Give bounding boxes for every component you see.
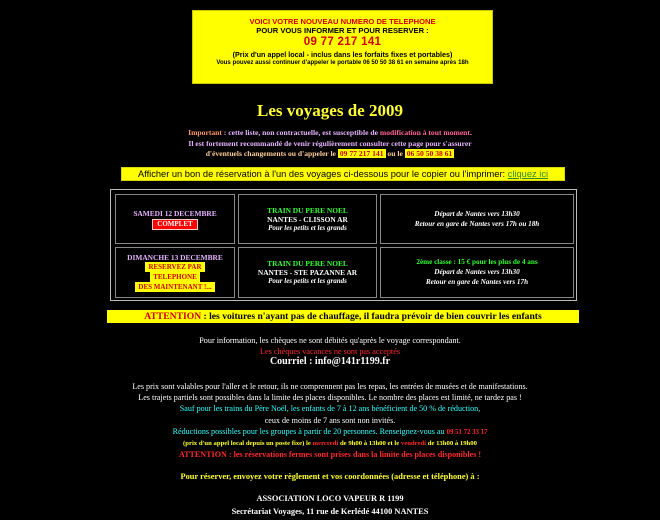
call-hours1: de 9h00 à 13h00 et le [339,440,400,448]
important-notice [0,128,660,160]
trip2-schedule-cell [380,247,574,298]
banner-line5: Vous pouvez aussi continuer d'appeler le portable 06 50 50 38 61 en semaine après 18h [216,59,469,66]
prices-line3: Sauf pour les trains du Père Noël, les enfants de 7 à 12 ans bénéficient de 50 % de réduction, [179,404,481,414]
call-mercredi: mercredi [312,440,339,448]
banner-line2: POUR VOUS INFORMER ET POUR RESERVER : [256,26,429,35]
notice-dot: . [469,128,472,137]
pricing-conditions [0,381,660,460]
trip1-date: SAMEDI 12 DECEMBRE [133,208,217,218]
trip2-audience: Pour les petits et les grands [268,277,347,285]
trip1-route: NANTES - CLISSON AR [267,214,348,224]
call-vendredi: vendredi [400,440,427,448]
heating-warning-label: ATTENTION [144,311,202,322]
trip2-train-cell [238,247,377,298]
trip1-train-cell [238,194,377,244]
important-label: Important [188,128,222,137]
trip2-status-line1: RESERVEZ PAR [145,262,204,272]
trip2-train-title: TRAIN DU PERE NOEL [267,259,348,268]
phone-banner [192,10,493,84]
cheque-vacances-info: Les chèques vacances ne sont pas acceptés [259,346,401,356]
reserve-instructions: Pour réserver, envoyez votre règlement et vos coordonnées (adresse et téléphone) à : [180,472,480,481]
payment-info [0,336,660,368]
trip2-status-line2: TELEPHONE [150,272,200,282]
notice-modif: modification à tout moment [379,128,470,137]
trip2-date: DIMANCHE 13 DECEMBRE [127,253,223,262]
notice-phone1: 09 77 217 141 [339,149,384,158]
print-voucher-bar [121,167,565,181]
prices-line2: Les trajets partiels sont possibles dans la limite des places disponibles. Le nombre des places est limité, ne tardez pas ! [138,393,522,403]
trip1-audience: Pour les petits et les grands [268,223,347,232]
association-name: ASSOCIATION LOCO VAPEUR R 1199 [256,494,404,503]
notice-line2: Il est fortement recommandé de venir régulièrement consulter cette page pour s'assurer [188,138,472,148]
contact-email: Courriel : info@141r1199.fr [269,356,391,367]
print-voucher-text: Afficher un bon de réservation à l'un des voyages ci-dessous pour le copier ou l'imprimer: [137,169,506,179]
call-cost-text: (prix d'un appel local depuis un poste fixe) le [183,440,311,448]
prices-line1: Les prix sont valables pour l'aller et le retour, ils ne comprennent pas les repas, les entrées de musées et de manifestations. [132,382,528,391]
trip2-price: 2ème classe : 15 € pour les plus de 4 ans [416,258,538,266]
trip2-retour: Retour en gare de Nantes vers 17h [425,278,529,286]
association-street: Secrétariat Voyages, 11 rue de Kerlédé 44100 NANTES [231,506,429,516]
heating-warning [107,310,579,323]
notice-phone2: 06 50 50 38 61 [406,149,453,158]
notice-ou: ou le [387,149,403,158]
banner-line4: (Prix d'un appel local - inclus dans les forfaits fixes et portables) [232,50,453,59]
trip1-status-badge: COMPLET [152,219,197,230]
group-phone: 09 51 72 33 17 [446,428,488,436]
trip1-schedule-cell [380,194,574,244]
group-discount-text: Réductions possibles pour les groupes à partir de 20 personnes. Renseignez-vous au [172,426,445,436]
reservation-warning-label: ATTENTION [178,450,227,460]
trip2-depart: Départ de Nantes vers 13h30 [434,268,520,276]
notice-line3: d'éventuels changements ou d'appeler le [205,149,336,158]
trip2-route: NANTES - STE PAZANNE AR [257,268,358,277]
trip1-depart: Départ de Nantes vers 13h30 [434,210,520,218]
trip1-retour: Retour en gare de Nantes vers 17h ou 18h [414,220,540,228]
reservation-warning-text: : les réservations fermes sont prises dans la limite des places disponibles ! [226,450,482,460]
prices-line4: ceux de moins de 7 ans sont non invités. [264,415,396,425]
cheque-info: Pour information, les chèques ne sont débités qu'après le voyage correspondant. [199,336,461,345]
print-voucher-link[interactable]: cliquez ici [507,169,549,179]
association-address [0,493,660,518]
notice-part1: : cette liste, non contractuelle, est susceptible de [221,128,380,137]
heating-warning-text: : les voitures n'ayant pas de chauffage, il faudra prévoir de bien couvrir les enfants [201,311,542,322]
trip1-train-title: TRAIN DU PERE NOEL [267,205,348,215]
call-hours2: de 13h00 à 19h00 [427,440,477,448]
trip1-date-cell [115,194,235,244]
trips-table [110,189,577,301]
trip2-status-line3: DES MAINTENANT !... [135,282,214,292]
page-title: Les voyages de 2009 [257,101,403,120]
banner-line1: VOICI VOTRE NOUVEAU NUMERO DE TELEPHONE [249,17,436,26]
trip2-date-cell [115,247,235,298]
banner-phone: 09 77 217 141 [303,36,382,48]
